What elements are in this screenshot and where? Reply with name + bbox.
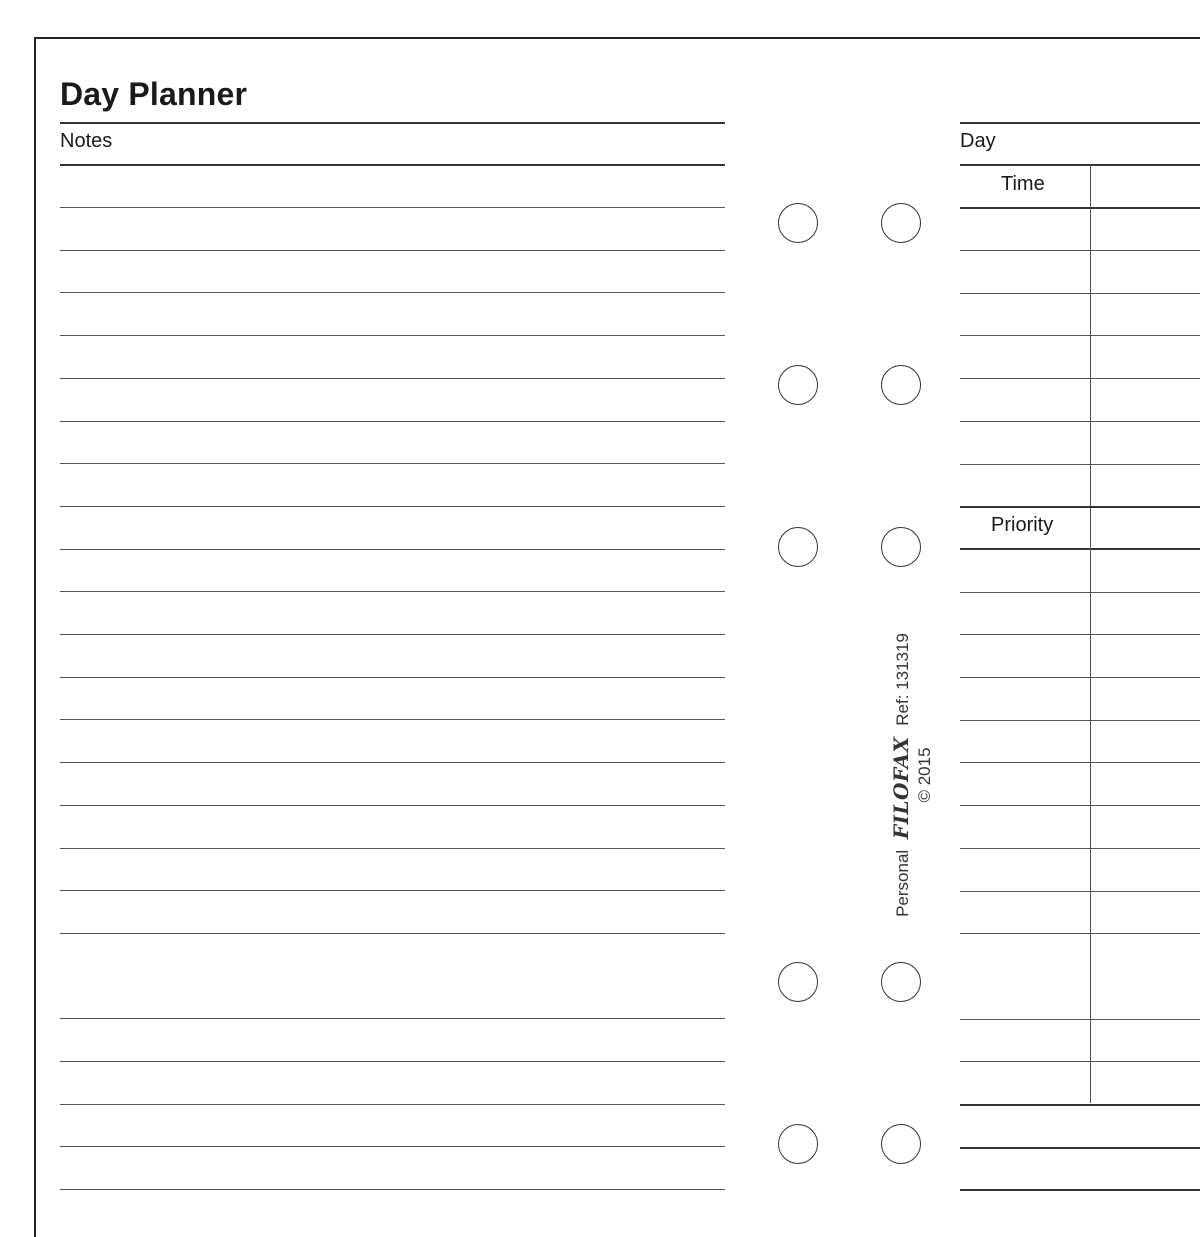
notes-line bbox=[60, 719, 725, 720]
day-line bbox=[960, 1189, 1200, 1191]
notes-line bbox=[60, 250, 725, 251]
notes-line bbox=[60, 549, 725, 550]
notes-line bbox=[60, 1061, 725, 1062]
day-line bbox=[960, 762, 1200, 763]
imprint-size: Personal bbox=[893, 849, 912, 917]
notes-line bbox=[60, 591, 725, 592]
time-header-rule bbox=[960, 207, 1200, 209]
day-line bbox=[960, 720, 1200, 721]
notes-line bbox=[60, 1189, 725, 1190]
priority-header-rule bbox=[960, 548, 1200, 550]
notes-line bbox=[60, 378, 725, 379]
day-line bbox=[960, 1147, 1200, 1149]
day-line bbox=[960, 848, 1200, 849]
notes-line bbox=[60, 1104, 725, 1105]
punch-hole bbox=[778, 527, 818, 567]
punch-hole bbox=[881, 203, 921, 243]
punch-hole bbox=[778, 365, 818, 405]
filofax-logo: FILOFAX bbox=[889, 736, 913, 840]
day-line bbox=[960, 421, 1200, 422]
day-line bbox=[960, 1061, 1200, 1062]
punch-hole bbox=[881, 527, 921, 567]
punch-hole bbox=[881, 1124, 921, 1164]
notes-header-rule bbox=[60, 164, 725, 166]
day-header-rule bbox=[960, 164, 1200, 166]
punch-hole bbox=[881, 962, 921, 1002]
imprint-copyright: © 2015 bbox=[915, 747, 934, 803]
day-line bbox=[960, 335, 1200, 336]
notes-line bbox=[60, 335, 725, 336]
notes-line bbox=[60, 634, 725, 635]
notes-line bbox=[60, 762, 725, 763]
notes-line bbox=[60, 1018, 725, 1019]
notes-top-rule bbox=[60, 122, 725, 124]
imprint-ref: Ref: 131319 bbox=[893, 633, 912, 726]
time-header: Time bbox=[1001, 173, 1045, 195]
day-line bbox=[960, 891, 1200, 892]
page-title: Day Planner bbox=[60, 76, 248, 112]
day-line bbox=[960, 250, 1200, 251]
day-line bbox=[960, 677, 1200, 678]
day-line bbox=[960, 1019, 1200, 1020]
imprint bbox=[890, 633, 936, 917]
day-line bbox=[960, 805, 1200, 806]
notes-line bbox=[60, 506, 725, 507]
day-line bbox=[960, 634, 1200, 635]
notes-line bbox=[60, 292, 725, 293]
day-top-rule bbox=[960, 122, 1200, 124]
notes-line bbox=[60, 933, 725, 934]
notes-line bbox=[60, 207, 725, 208]
day-line bbox=[960, 506, 1200, 508]
day-line bbox=[960, 1104, 1200, 1106]
notes-line bbox=[60, 1146, 725, 1147]
page-border bbox=[34, 37, 1200, 1237]
punch-hole bbox=[778, 203, 818, 243]
notes-line bbox=[60, 890, 725, 891]
punch-hole bbox=[778, 1124, 818, 1164]
priority-header: Priority bbox=[991, 514, 1054, 536]
punch-hole bbox=[881, 365, 921, 405]
day-line bbox=[960, 464, 1200, 465]
day-line bbox=[960, 378, 1200, 379]
day-line bbox=[960, 293, 1200, 294]
notes-header: Notes bbox=[60, 130, 113, 152]
notes-line bbox=[60, 463, 725, 464]
punch-hole bbox=[778, 962, 818, 1002]
notes-line bbox=[60, 805, 725, 806]
day-line bbox=[960, 592, 1200, 593]
day-header: Day bbox=[960, 130, 996, 152]
notes-line bbox=[60, 848, 725, 849]
day-line bbox=[960, 933, 1200, 934]
notes-line bbox=[60, 677, 725, 678]
notes-line bbox=[60, 421, 725, 422]
